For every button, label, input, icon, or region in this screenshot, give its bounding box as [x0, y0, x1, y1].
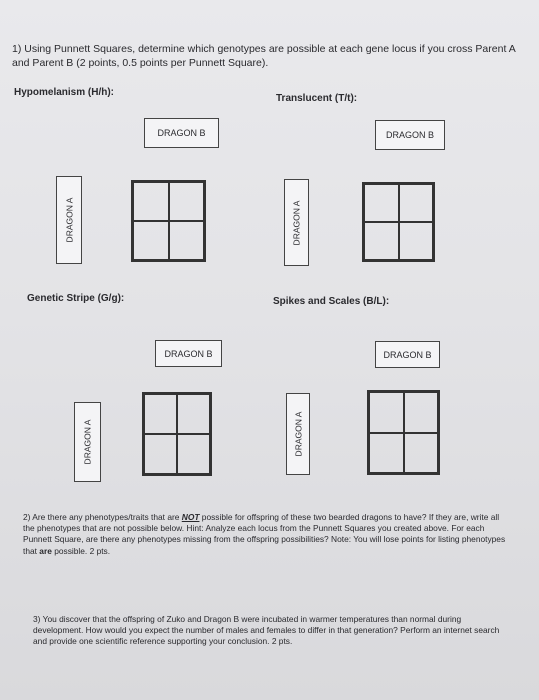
hypomelanism-heading: Hypomelanism (H/h): [14, 87, 115, 98]
dragon-b-label: DRAGON B [144, 118, 219, 148]
dragon-a-label: DRAGON A [286, 393, 310, 475]
dragon-b-label: DRAGON B [375, 341, 440, 368]
genetic-stripe-heading: Genetic Stripe (G/g): [27, 293, 125, 304]
question-3: 3) You discover that the offspring of Zuko and Dragon B were incubated in warmer temperatures than normal during development. How would you expect the number of males and females to differ in that generation? Perform an internet search and provide one scientific reference supporting your conclusion. 2 pts. [33, 614, 500, 647]
punnett-square-translucent[interactable] [362, 182, 435, 262]
punnett-square-spikes-scales[interactable] [367, 390, 440, 475]
dragon-a-label: DRAGON A [74, 402, 101, 482]
punnett-square-genetic-stripe[interactable] [142, 392, 212, 476]
question-1: 1) Using Punnett Squares, determine which genotypes are possible at each gene locus if you cross Parent A and Parent B (2 points, 0.5 points per Punnett Square). [12, 43, 516, 69]
dragon-a-label: DRAGON A [284, 179, 309, 266]
punnett-square-hypomelanism[interactable] [131, 180, 206, 262]
dragon-a-label: DRAGON A [56, 176, 82, 264]
question-2: 2) Are there any phenotypes/traits that are NOT possible for offspring of these two bearded dragons to have? If they are, write all the phenotypes that are not possible below. Hint: Analyze each locus from the Punnett Squares you created above. For each Punnett Square, are there any phenotypes missing from the offspring possibilities? Note: You will lose points for listing phenotypes that are possible. 2 pts. [23, 512, 506, 556]
dragon-b-label: DRAGON B [155, 340, 222, 367]
not-emphasis: NOT [181, 512, 200, 522]
dragon-b-label: DRAGON B [375, 120, 445, 150]
translucent-heading: Translucent (T/t): [276, 93, 358, 104]
spikes-scales-heading: Spikes and Scales (B/L): [273, 296, 390, 307]
